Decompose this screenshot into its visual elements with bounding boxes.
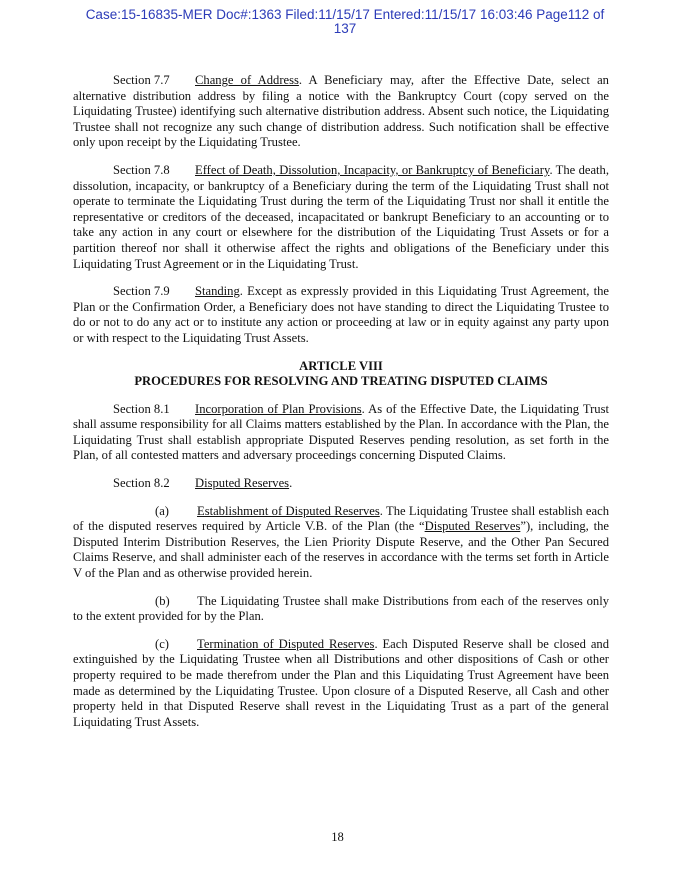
section-number: Section 7.8 bbox=[113, 162, 170, 177]
header-line-2: 137 bbox=[333, 21, 357, 36]
section-8-1 bbox=[73, 402, 609, 464]
subsection-title: Termination of Disputed Reserves bbox=[197, 636, 375, 651]
section-number: Section 7.7 bbox=[113, 73, 170, 87]
court-filing-header bbox=[50, 8, 640, 36]
article-heading bbox=[73, 359, 609, 390]
article-title: PROCEDURES FOR RESOLVING AND TREATING DISPUTED CLAIMS bbox=[134, 374, 548, 389]
subsection-a bbox=[73, 504, 609, 582]
section-7-7 bbox=[73, 73, 609, 151]
subsection-text: . The Liquidating Trustee shall establish each of the disputed reserves required by Article V.B. of the Plan (the “ bbox=[73, 503, 609, 534]
article-number: ARTICLE VIII bbox=[299, 358, 383, 373]
section-title: Incorporation of Plan Provisions bbox=[195, 401, 362, 416]
section-title: Standing bbox=[195, 284, 240, 299]
section-number: Section 8.2 bbox=[113, 476, 170, 491]
subsection-b bbox=[73, 594, 609, 625]
subsection-title: Establishment of Disputed Reserves bbox=[197, 503, 380, 518]
subsection-text: The Liquidating Trustee shall make Distributions from each of the reserves only to the extent provided for by the Plan. bbox=[73, 593, 609, 624]
page-number: 18 bbox=[331, 830, 344, 844]
section-text: . Except as expressly provided in this Liquidating Trust Agreement, the Plan or the Confirmation Order, a Beneficiary does not have standing to direct the Liquidating Trustee to do or not to do any act or to institute any action or proceeding at law or in equity against any party upon or with respect to the Liquidating Trust Assets. bbox=[73, 284, 609, 345]
section-7-9 bbox=[73, 284, 609, 346]
section-title: Disputed Reserves bbox=[195, 476, 290, 491]
section-text: . As of the Effective Date, the Liquidating Trust shall assume responsibility for all Claims matters established by the Plan. In accordance with the Plan, the Liquidating Trust shall establish appropriate Disputed Reserves pending resolution, as set forth in the Plan, of all contested matters and adversary proceedings concerning Disputed Claims. bbox=[73, 401, 609, 463]
subsection-label: (c) bbox=[155, 636, 169, 651]
defined-term: Disputed Reserves bbox=[424, 519, 521, 534]
subsection-c bbox=[73, 637, 609, 731]
document-body bbox=[73, 73, 609, 742]
header-line-1: Case:15-16835-MER Doc#:1363 Filed:11/15/17 Entered:11/15/17 16:03:46 Page112 of bbox=[85, 7, 605, 22]
section-title: Effect of Death, Dissolution, Incapacity, or Bankruptcy of Beneficiary bbox=[195, 162, 550, 177]
section-text: . A Beneficiary may, after the Effective Date, select an alternative distribution address by filing a notice with the Bankruptcy Court (copy served on the Liquidating Trustee) identifying such alternative distribution address. Absent such notice, the Liquidating Trustee shall not recognize any such change of distribution address. Such notification shall be effective only upon receipt by the Liquidating Trustee. bbox=[73, 73, 609, 150]
section-text: . bbox=[289, 476, 293, 491]
subsection-text-cont: ”), including, the Disputed Interim Distribution Reserves, the Lien Priority Dispute Reserve, and the Other Pan Secured Claims Reserve, and shall administer each of the reserves in accordance with the terms set forth in Article V of the Plan and as otherwise provided herein. bbox=[73, 519, 609, 581]
section-title: Change of Address bbox=[195, 73, 299, 87]
section-number: Section 7.9 bbox=[113, 284, 170, 299]
section-text: . The death, dissolution, incapacity, or bankruptcy of a Beneficiary during the term of the Liquidating Trust shall not operate to terminate the Liquidating Trust during the term of the Liquidating Trust nor shall it entitle the representative or creditors of the deceased, incapacitated or bankrupt Beneficiary to an accounting or to take any action in any court or elsewhere for the distribution of the Liquidating Trust Assets or for a partition thereof nor shall it otherwise affect the rights and obligations of the Beneficiary under this Liquidating Trust Agreement or in the Liquidating Trust. bbox=[73, 162, 609, 271]
section-8-2 bbox=[73, 476, 609, 492]
section-number: Section 8.1 bbox=[113, 401, 170, 416]
subsection-text: . Each Disputed Reserve shall be closed and extinguished by the Liquidating Trustee when all Distributions and other dispositions of Cash or other property required to be made therefrom under the Plan and this Liquidating Trust Agreement have been made as determined by the Liquidating Trustee. Upon closure of a Disputed Reserve, all Cash and other property held in that Disputed Reserve shall revest in the Liquidating Trust as a part of the general Liquidating Trust Assets. bbox=[73, 636, 610, 729]
section-7-8 bbox=[73, 163, 609, 272]
subsection-label: (b) bbox=[155, 593, 170, 608]
subsection-label: (a) bbox=[155, 503, 169, 518]
